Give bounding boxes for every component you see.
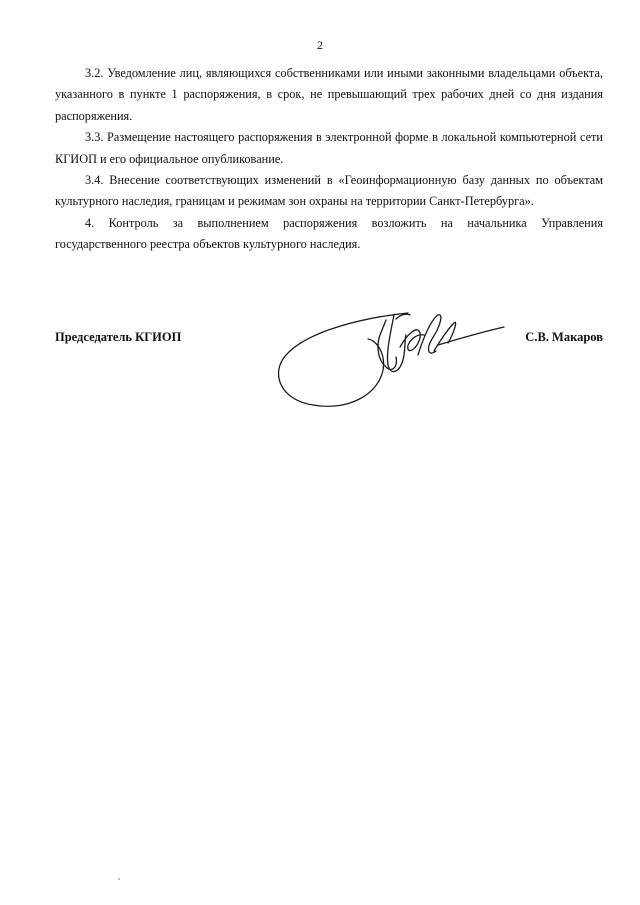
handwritten-signature (268, 305, 508, 415)
signer-name: С.В. Макаров (525, 330, 603, 344)
paragraph-3-4: 3.4. Внесение соответствующих изменений в «Геоинформационную базу данных по объектам культурного наследия, границам и режимам зон охраны на территории Санкт-Петербурга». (55, 173, 603, 209)
paragraph-3-2: 3.2. Уведомление лиц, являющихся собственниками или иными законными владельцами объекта, указанного в пункте 1 распоряжения, в срок, не превышающий трех рабочих дней со дня издания распоряжения. (55, 66, 603, 123)
signer-position: Председатель КГИОП (55, 330, 182, 344)
paragraph-4: 4. Контроль за выполнением распоряжения возложить на начальника Управления государственного реестра объектов культурного наследия. (55, 215, 603, 252)
scan-speck (118, 878, 120, 880)
page-number: 2 (317, 38, 323, 52)
paragraph-3-3: 3.3. Размещение настоящего распоряжения в электронной форме в локальной компьютерной сети КГИОП и его официальное опубликование. (55, 130, 603, 166)
document-body (55, 63, 603, 256)
